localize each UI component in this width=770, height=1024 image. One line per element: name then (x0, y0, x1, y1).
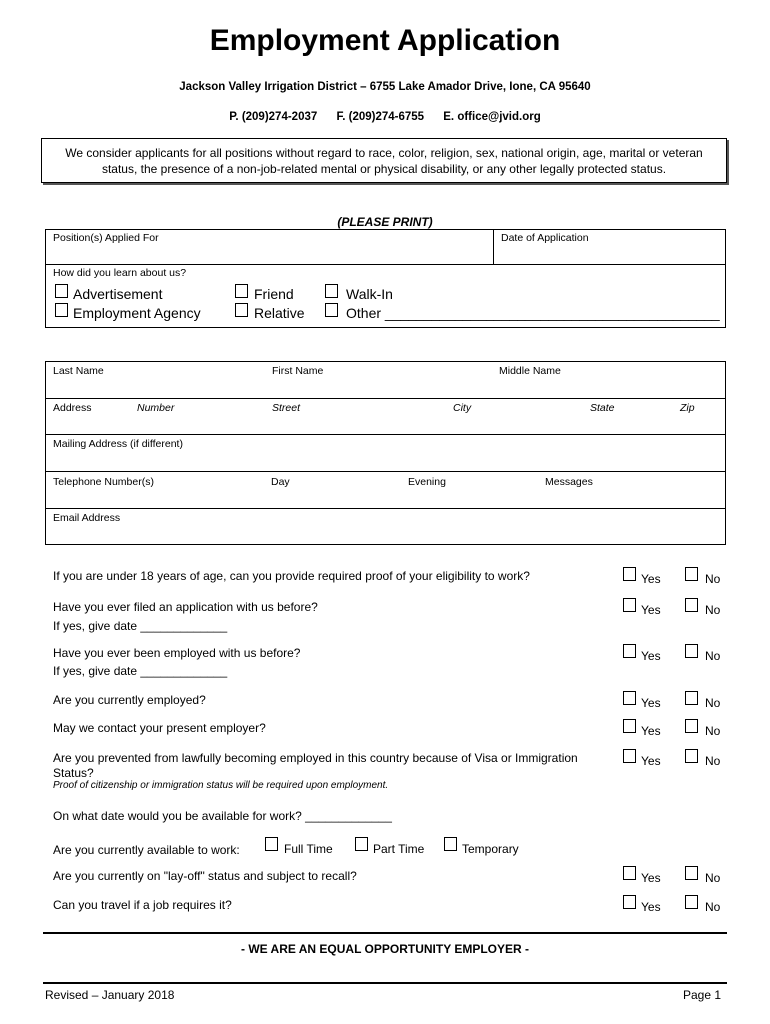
temporary-label: Temporary (462, 842, 519, 856)
divider (45, 434, 726, 435)
walk-in-label: Walk-In (346, 286, 393, 302)
other-checkbox[interactable] (325, 303, 338, 317)
currently-employed-yes-checkbox[interactable] (623, 691, 636, 705)
divider (45, 508, 726, 509)
employed-before-no-checkbox[interactable] (685, 644, 698, 658)
walk-in-checkbox[interactable] (325, 284, 338, 298)
first-name-field[interactable]: First Name (272, 365, 324, 377)
question-under-18: If you are under 18 years of age, can you provide required proof of your eligibility to work? (53, 569, 530, 583)
contact-line (0, 111, 770, 123)
question-employed-before: Have you ever been employed with us before? (53, 646, 301, 660)
travel-yes-checkbox[interactable] (623, 895, 636, 909)
contact-employer-no-checkbox[interactable] (685, 719, 698, 733)
divider (45, 398, 726, 399)
full-time-checkbox[interactable] (265, 837, 278, 851)
yes-label: Yes (641, 900, 661, 914)
other-label[interactable]: Other ___________________________________________ (346, 305, 720, 321)
friend-checkbox[interactable] (235, 284, 248, 298)
question-visa-continued: Status? (53, 766, 94, 780)
address-zip-label: Zip (680, 402, 695, 414)
relative-checkbox[interactable] (235, 303, 248, 317)
divider (43, 932, 727, 934)
currently-employed-no-checkbox[interactable] (685, 691, 698, 705)
employment-agency-label: Employment Agency (73, 305, 201, 321)
divider (493, 229, 494, 265)
divider (45, 471, 726, 472)
visa-note: Proof of citizenship or immigration status will be required upon employment. (53, 780, 389, 791)
question-visa: Are you prevented from lawfully becoming employed in this country because of Visa or Immigration (53, 751, 578, 765)
full-time-label: Full Time (284, 842, 333, 856)
part-time-checkbox[interactable] (355, 837, 368, 851)
under-18-no-checkbox[interactable] (685, 567, 698, 581)
filed-before-date[interactable]: If yes, give date _____________ (53, 619, 228, 633)
filed-before-yes-checkbox[interactable] (623, 598, 636, 612)
telephone-messages-label: Messages (545, 476, 593, 488)
layoff-no-checkbox[interactable] (685, 866, 698, 880)
learn-about-us-label: How did you learn about us? (53, 267, 187, 279)
telephone-field[interactable]: Telephone Number(s) (53, 476, 154, 488)
yes-label: Yes (641, 572, 661, 586)
contact-employer-yes-checkbox[interactable] (623, 719, 636, 733)
question-travel: Can you travel if a job requires it? (53, 898, 232, 912)
position-applied-field[interactable]: Position(s) Applied For (53, 232, 159, 244)
yes-label: Yes (641, 696, 661, 710)
date-of-application-field[interactable]: Date of Application (501, 232, 589, 244)
last-name-field[interactable]: Last Name (53, 365, 104, 377)
question-available-to-work: Are you currently available to work: (53, 843, 240, 857)
middle-name-field[interactable]: Middle Name (499, 365, 561, 377)
no-label: No (705, 572, 721, 586)
travel-no-checkbox[interactable] (685, 895, 698, 909)
question-currently-employed: Are you currently employed? (53, 693, 206, 707)
advertisement-label: Advertisement (73, 286, 163, 302)
mailing-address-field[interactable]: Mailing Address (if different) (53, 438, 183, 450)
address-field[interactable]: Address (53, 402, 92, 414)
temporary-checkbox[interactable] (444, 837, 457, 851)
address-street-label: Street (272, 402, 301, 414)
employed-before-yes-checkbox[interactable] (623, 644, 636, 658)
organization-address: Jackson Valley Irrigation District – 6755 Lake Amador Drive, Ione, CA 95640 (179, 81, 591, 93)
no-label: No (705, 754, 721, 768)
no-label: No (705, 724, 721, 738)
address-state-label: State (590, 402, 615, 414)
email-address-field[interactable]: Email Address (53, 512, 121, 524)
equal-opportunity-statement: - WE ARE AN EQUAL OPPORTUNITY EMPLOYER - (240, 942, 530, 956)
divider (45, 264, 726, 265)
no-label: No (705, 649, 721, 663)
under-18-yes-checkbox[interactable] (623, 567, 636, 581)
please-print-label: (PLEASE PRINT) (337, 215, 433, 229)
fax-number: F. (209)274-6755 (336, 111, 425, 123)
yes-label: Yes (641, 603, 661, 617)
no-label: No (705, 696, 721, 710)
telephone-day-label: Day (271, 476, 290, 488)
filed-before-no-checkbox[interactable] (685, 598, 698, 612)
friend-label: Friend (254, 286, 294, 302)
yes-label: Yes (641, 724, 661, 738)
employed-before-date[interactable]: If yes, give date _____________ (53, 664, 228, 678)
revision-date: Revised – January 2018 (45, 988, 175, 1002)
address-city-label: City (453, 402, 472, 414)
question-filed-before: Have you ever filed an application with us before? (53, 600, 318, 614)
divider (43, 982, 727, 984)
question-contact-employer: May we contact your present employer? (53, 721, 266, 735)
visa-yes-checkbox[interactable] (623, 749, 636, 763)
phone-number: P. (209)274-2037 (229, 111, 318, 123)
part-time-label: Part Time (373, 842, 425, 856)
employment-agency-checkbox[interactable] (55, 303, 68, 317)
yes-label: Yes (641, 871, 661, 885)
equal-opportunity-notice: We consider applicants for all positions without regard to race, color, religion, sex, national origin, age, marital or veteran status, the presence of a non-job-related mental or physical disability, or any other legally protected status. (41, 138, 727, 183)
no-label: No (705, 900, 721, 914)
yes-label: Yes (641, 754, 661, 768)
advertisement-checkbox[interactable] (55, 284, 68, 298)
telephone-evening-label: Evening (408, 476, 446, 488)
layoff-yes-checkbox[interactable] (623, 866, 636, 880)
personal-info-section (45, 361, 726, 545)
page-title: Employment Application (209, 24, 561, 57)
relative-label: Relative (254, 305, 305, 321)
yes-label: Yes (641, 649, 661, 663)
email-contact: E. office@jvid.org (443, 111, 541, 123)
address-number-label: Number (137, 402, 175, 414)
question-layoff: Are you currently on "lay-off" status and subject to recall? (53, 869, 357, 883)
no-label: No (705, 603, 721, 617)
no-label: No (705, 871, 721, 885)
visa-no-checkbox[interactable] (685, 749, 698, 763)
available-date-field[interactable]: On what date would you be available for work? _____________ (53, 809, 392, 823)
page-number: Page 1 (683, 988, 722, 1002)
